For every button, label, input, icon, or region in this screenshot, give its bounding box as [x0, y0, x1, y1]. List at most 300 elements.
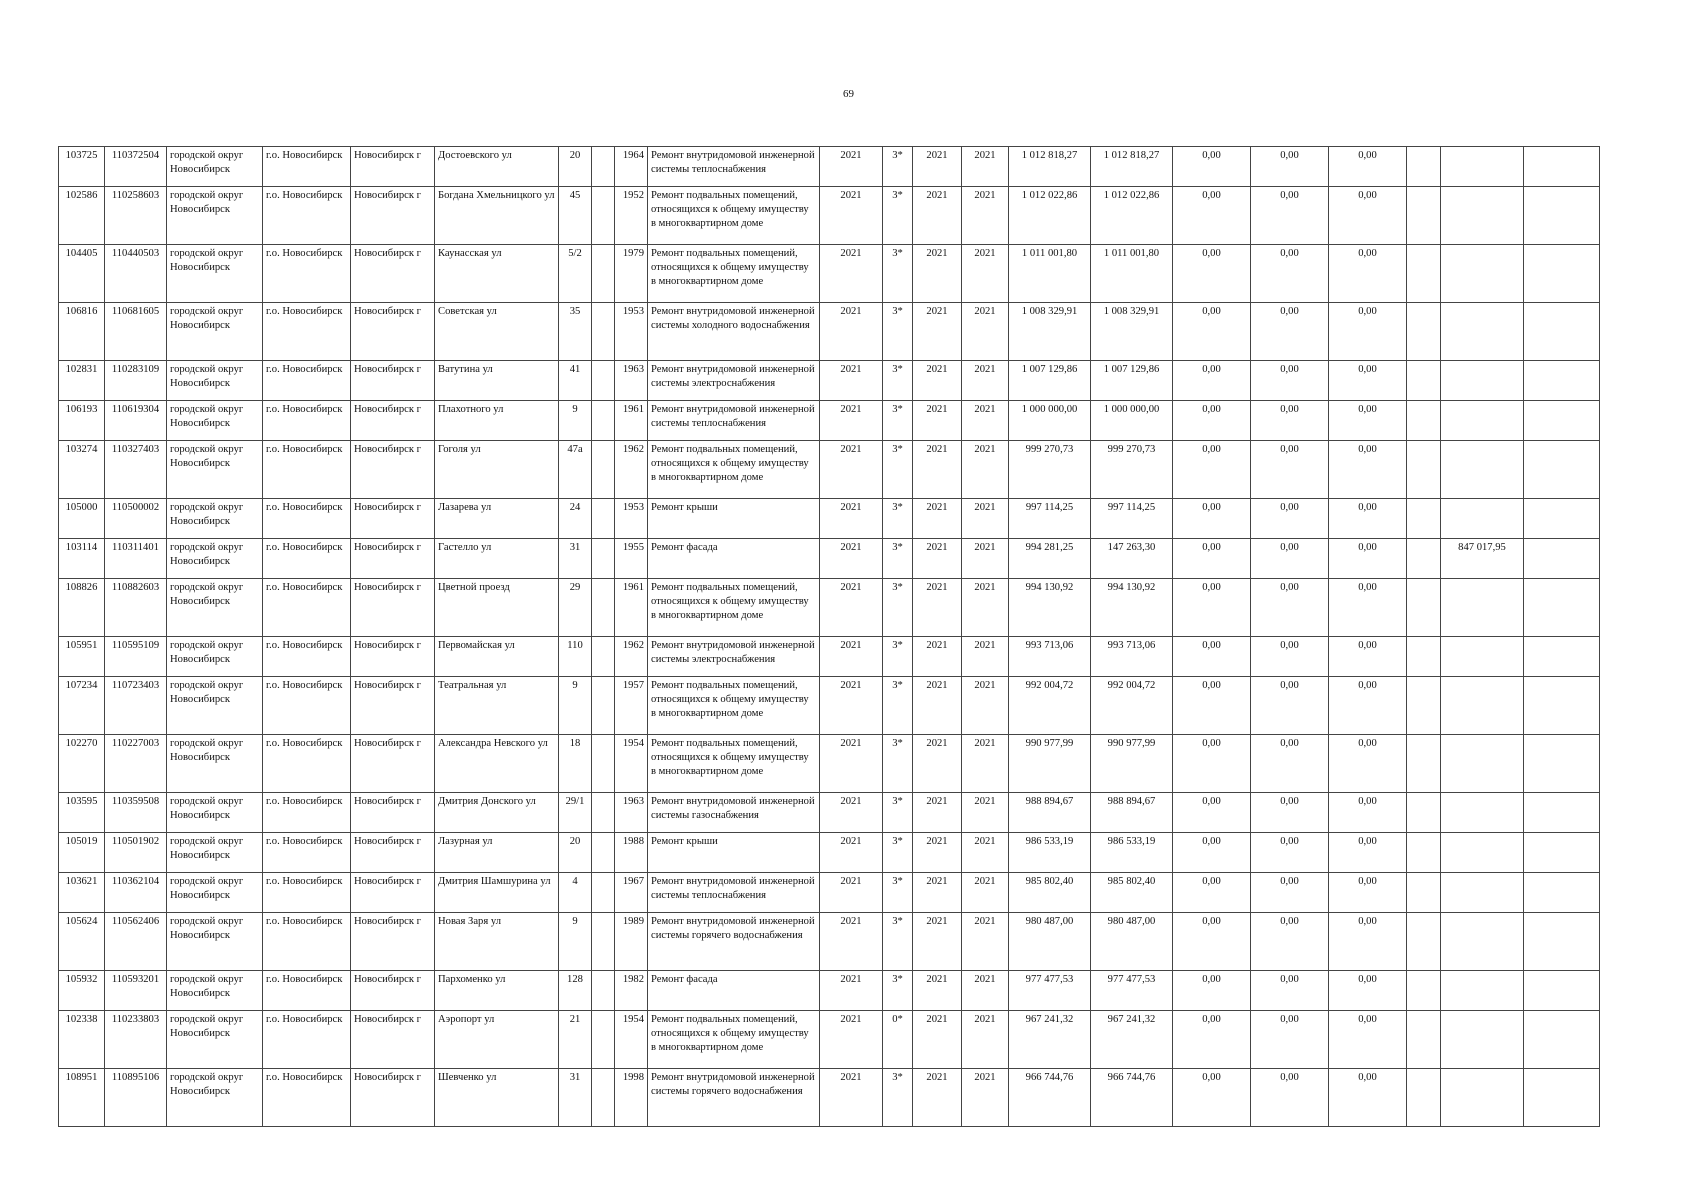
cell-extra-3 — [1524, 441, 1600, 499]
cell-district: городской округ Новосибирск — [167, 187, 263, 245]
cell-district: городской округ Новосибирск — [167, 637, 263, 677]
cell-fund-owners: 1 012 022,86 — [1091, 187, 1173, 245]
cell-fund-owners: 992 004,72 — [1091, 677, 1173, 735]
cell-fund-2: 0,00 — [1251, 735, 1329, 793]
cell-work: Ремонт подвальных помещений, относящихся к общему имуществу в многоквартирном доме — [648, 735, 820, 793]
cell-code: 110258603 — [105, 187, 167, 245]
cell-extra-2 — [1441, 303, 1524, 361]
cell-category: 3* — [883, 147, 913, 187]
cell-id: 102831 — [59, 361, 105, 401]
cell-category: 3* — [883, 245, 913, 303]
cell-fund-2: 0,00 — [1251, 441, 1329, 499]
cell-fund-3: 0,00 — [1329, 1011, 1407, 1069]
cell-year-built: 1962 — [615, 637, 648, 677]
cell-letter — [592, 971, 615, 1011]
cell-year-built: 1998 — [615, 1069, 648, 1127]
cell-city: Новосибирск г — [351, 833, 435, 873]
cell-start-year: 2021 — [913, 441, 962, 499]
cell-extra-2 — [1441, 441, 1524, 499]
cell-extra-2: 847 017,95 — [1441, 539, 1524, 579]
table-row — [59, 245, 1600, 303]
cell-code: 110372504 — [105, 147, 167, 187]
cell-category: 3* — [883, 913, 913, 971]
cell-year-built: 1982 — [615, 971, 648, 1011]
cell-code: 110362104 — [105, 873, 167, 913]
cell-end-year: 2021 — [962, 833, 1009, 873]
table-row — [59, 401, 1600, 441]
cell-fund-owners: 1 000 000,00 — [1091, 401, 1173, 441]
cell-fund-1: 0,00 — [1173, 1069, 1251, 1127]
cell-fund-3: 0,00 — [1329, 637, 1407, 677]
cell-code: 110227003 — [105, 735, 167, 793]
cell-id: 105624 — [59, 913, 105, 971]
cell-id: 103725 — [59, 147, 105, 187]
cell-fund-owners: 1 012 818,27 — [1091, 147, 1173, 187]
cell-plan-year: 2021 — [820, 361, 883, 401]
cell-id: 102586 — [59, 187, 105, 245]
cell-year-built: 1979 — [615, 245, 648, 303]
cell-year-built: 1954 — [615, 735, 648, 793]
cell-category: 3* — [883, 441, 913, 499]
cell-fund-1: 0,00 — [1173, 245, 1251, 303]
cell-end-year: 2021 — [962, 303, 1009, 361]
cell-year-built: 1967 — [615, 873, 648, 913]
cell-letter — [592, 579, 615, 637]
cell-end-year: 2021 — [962, 793, 1009, 833]
cell-district: городской округ Новосибирск — [167, 793, 263, 833]
cell-extra-3 — [1524, 361, 1600, 401]
cell-fund-2: 0,00 — [1251, 499, 1329, 539]
cell-city: Новосибирск г — [351, 303, 435, 361]
cell-extra-2 — [1441, 913, 1524, 971]
cell-category: 3* — [883, 873, 913, 913]
cell-city: Новосибирск г — [351, 1011, 435, 1069]
cell-city: Новосибирск г — [351, 441, 435, 499]
cell-year-built: 1963 — [615, 793, 648, 833]
cell-fund-2: 0,00 — [1251, 361, 1329, 401]
cell-fund-owners: 993 713,06 — [1091, 637, 1173, 677]
cell-year-built: 1953 — [615, 499, 648, 539]
cell-fund-owners: 977 477,53 — [1091, 971, 1173, 1011]
cell-district: городской округ Новосибирск — [167, 499, 263, 539]
cell-total: 988 894,67 — [1009, 793, 1091, 833]
cell-fund-1: 0,00 — [1173, 441, 1251, 499]
cell-start-year: 2021 — [913, 1069, 962, 1127]
cell-plan-year: 2021 — [820, 245, 883, 303]
cell-house: 128 — [559, 971, 592, 1011]
cell-end-year: 2021 — [962, 1069, 1009, 1127]
cell-plan-year: 2021 — [820, 677, 883, 735]
cell-house: 47а — [559, 441, 592, 499]
cell-city: Новосибирск г — [351, 873, 435, 913]
cell-city: Новосибирск г — [351, 245, 435, 303]
cell-total: 1 008 329,91 — [1009, 303, 1091, 361]
table-row — [59, 539, 1600, 579]
cell-house: 9 — [559, 913, 592, 971]
cell-street: Лазарева ул — [435, 499, 559, 539]
cell-municipality: г.о. Новосибирск — [263, 833, 351, 873]
cell-extra-3 — [1524, 913, 1600, 971]
cell-plan-year: 2021 — [820, 793, 883, 833]
cell-end-year: 2021 — [962, 579, 1009, 637]
cell-letter — [592, 401, 615, 441]
cell-district: городской округ Новосибирск — [167, 833, 263, 873]
cell-year-built: 1953 — [615, 303, 648, 361]
cell-extra-2 — [1441, 873, 1524, 913]
table-row — [59, 579, 1600, 637]
cell-fund-3: 0,00 — [1329, 303, 1407, 361]
cell-category: 3* — [883, 499, 913, 539]
cell-year-built: 1964 — [615, 147, 648, 187]
cell-extra-3 — [1524, 579, 1600, 637]
cell-street: Первомайская ул — [435, 637, 559, 677]
cell-start-year: 2021 — [913, 677, 962, 735]
cell-start-year: 2021 — [913, 147, 962, 187]
cell-extra-1 — [1407, 539, 1441, 579]
cell-fund-1: 0,00 — [1173, 971, 1251, 1011]
cell-total: 993 713,06 — [1009, 637, 1091, 677]
cell-municipality: г.о. Новосибирск — [263, 1069, 351, 1127]
cell-fund-1: 0,00 — [1173, 873, 1251, 913]
cell-street: Дмитрия Шамшурина ул — [435, 873, 559, 913]
cell-fund-owners: 988 894,67 — [1091, 793, 1173, 833]
cell-total: 997 114,25 — [1009, 499, 1091, 539]
cell-fund-1: 0,00 — [1173, 913, 1251, 971]
cell-id: 108951 — [59, 1069, 105, 1127]
cell-start-year: 2021 — [913, 499, 962, 539]
cell-municipality: г.о. Новосибирск — [263, 579, 351, 637]
cell-id: 102338 — [59, 1011, 105, 1069]
cell-end-year: 2021 — [962, 873, 1009, 913]
cell-work: Ремонт подвальных помещений, относящихся к общему имуществу в многоквартирном доме — [648, 441, 820, 499]
cell-fund-1: 0,00 — [1173, 579, 1251, 637]
cell-municipality: г.о. Новосибирск — [263, 361, 351, 401]
cell-district: городской округ Новосибирск — [167, 1011, 263, 1069]
cell-street: Пархоменко ул — [435, 971, 559, 1011]
cell-district: городской округ Новосибирск — [167, 677, 263, 735]
cell-category: 3* — [883, 637, 913, 677]
cell-city: Новосибирск г — [351, 793, 435, 833]
cell-category: 3* — [883, 735, 913, 793]
cell-fund-owners: 986 533,19 — [1091, 833, 1173, 873]
cell-work: Ремонт крыши — [648, 833, 820, 873]
cell-extra-2 — [1441, 187, 1524, 245]
table-row — [59, 1011, 1600, 1069]
table-body — [59, 147, 1600, 1127]
cell-plan-year: 2021 — [820, 441, 883, 499]
cell-total: 966 744,76 — [1009, 1069, 1091, 1127]
cell-fund-1: 0,00 — [1173, 401, 1251, 441]
cell-code: 110311401 — [105, 539, 167, 579]
cell-total: 1 011 001,80 — [1009, 245, 1091, 303]
cell-id: 103621 — [59, 873, 105, 913]
table-row — [59, 677, 1600, 735]
cell-end-year: 2021 — [962, 441, 1009, 499]
cell-fund-1: 0,00 — [1173, 147, 1251, 187]
cell-fund-owners: 147 263,30 — [1091, 539, 1173, 579]
cell-municipality: г.о. Новосибирск — [263, 499, 351, 539]
cell-extra-3 — [1524, 793, 1600, 833]
cell-total: 994 281,25 — [1009, 539, 1091, 579]
cell-city: Новосибирск г — [351, 361, 435, 401]
cell-total: 967 241,32 — [1009, 1011, 1091, 1069]
cell-year-built: 1954 — [615, 1011, 648, 1069]
cell-fund-3: 0,00 — [1329, 187, 1407, 245]
cell-letter — [592, 637, 615, 677]
cell-code: 110882603 — [105, 579, 167, 637]
cell-street: Гастелло ул — [435, 539, 559, 579]
cell-house: 110 — [559, 637, 592, 677]
cell-municipality: г.о. Новосибирск — [263, 401, 351, 441]
cell-fund-3: 0,00 — [1329, 735, 1407, 793]
cell-category: 3* — [883, 187, 913, 245]
cell-fund-2: 0,00 — [1251, 303, 1329, 361]
cell-letter — [592, 873, 615, 913]
cell-extra-1 — [1407, 401, 1441, 441]
cell-district: городской округ Новосибирск — [167, 579, 263, 637]
cell-house: 45 — [559, 187, 592, 245]
cell-house: 4 — [559, 873, 592, 913]
cell-extra-1 — [1407, 971, 1441, 1011]
cell-city: Новосибирск г — [351, 579, 435, 637]
cell-street: Александра Невского ул — [435, 735, 559, 793]
cell-code: 110595109 — [105, 637, 167, 677]
cell-work: Ремонт внутридомовой инженерной системы горячего водоснабжения — [648, 1069, 820, 1127]
cell-extra-1 — [1407, 677, 1441, 735]
cell-street: Гоголя ул — [435, 441, 559, 499]
cell-end-year: 2021 — [962, 637, 1009, 677]
cell-house: 9 — [559, 677, 592, 735]
cell-fund-owners: 990 977,99 — [1091, 735, 1173, 793]
cell-district: городской округ Новосибирск — [167, 971, 263, 1011]
cell-municipality: г.о. Новосибирск — [263, 913, 351, 971]
cell-street: Советская ул — [435, 303, 559, 361]
cell-extra-2 — [1441, 833, 1524, 873]
cell-category: 3* — [883, 971, 913, 1011]
cell-work: Ремонт подвальных помещений, относящихся к общему имуществу в многоквартирном доме — [648, 245, 820, 303]
cell-extra-3 — [1524, 1011, 1600, 1069]
cell-city: Новосибирск г — [351, 1069, 435, 1127]
cell-district: городской округ Новосибирск — [167, 539, 263, 579]
cell-fund-owners: 994 130,92 — [1091, 579, 1173, 637]
table-row — [59, 499, 1600, 539]
cell-municipality: г.о. Новосибирск — [263, 793, 351, 833]
cell-extra-3 — [1524, 147, 1600, 187]
cell-letter — [592, 539, 615, 579]
cell-id: 108826 — [59, 579, 105, 637]
cell-street: Шевченко ул — [435, 1069, 559, 1127]
cell-fund-2: 0,00 — [1251, 677, 1329, 735]
cell-fund-owners: 967 241,32 — [1091, 1011, 1173, 1069]
cell-extra-1 — [1407, 735, 1441, 793]
cell-total: 1 000 000,00 — [1009, 401, 1091, 441]
cell-id: 106816 — [59, 303, 105, 361]
cell-total: 990 977,99 — [1009, 735, 1091, 793]
cell-street: Дмитрия Донского ул — [435, 793, 559, 833]
cell-year-built: 1957 — [615, 677, 648, 735]
cell-fund-1: 0,00 — [1173, 833, 1251, 873]
cell-start-year: 2021 — [913, 187, 962, 245]
cell-plan-year: 2021 — [820, 147, 883, 187]
cell-fund-3: 0,00 — [1329, 147, 1407, 187]
cell-start-year: 2021 — [913, 833, 962, 873]
cell-district: городской округ Новосибирск — [167, 361, 263, 401]
cell-fund-owners: 1 007 129,86 — [1091, 361, 1173, 401]
cell-extra-3 — [1524, 677, 1600, 735]
cell-extra-1 — [1407, 913, 1441, 971]
cell-plan-year: 2021 — [820, 401, 883, 441]
cell-district: городской округ Новосибирск — [167, 1069, 263, 1127]
cell-total: 1 007 129,86 — [1009, 361, 1091, 401]
cell-start-year: 2021 — [913, 361, 962, 401]
cell-total: 994 130,92 — [1009, 579, 1091, 637]
cell-extra-3 — [1524, 735, 1600, 793]
cell-extra-3 — [1524, 303, 1600, 361]
cell-start-year: 2021 — [913, 735, 962, 793]
cell-fund-2: 0,00 — [1251, 147, 1329, 187]
cell-end-year: 2021 — [962, 971, 1009, 1011]
cell-fund-2: 0,00 — [1251, 187, 1329, 245]
cell-fund-owners: 1 008 329,91 — [1091, 303, 1173, 361]
cell-extra-1 — [1407, 1069, 1441, 1127]
cell-category: 3* — [883, 579, 913, 637]
cell-fund-3: 0,00 — [1329, 971, 1407, 1011]
cell-house: 31 — [559, 1069, 592, 1127]
cell-municipality: г.о. Новосибирск — [263, 873, 351, 913]
cell-letter — [592, 1069, 615, 1127]
cell-start-year: 2021 — [913, 303, 962, 361]
cell-house: 29 — [559, 579, 592, 637]
cell-extra-3 — [1524, 187, 1600, 245]
cell-letter — [592, 245, 615, 303]
cell-city: Новосибирск г — [351, 147, 435, 187]
cell-street: Цветной проезд — [435, 579, 559, 637]
cell-fund-1: 0,00 — [1173, 677, 1251, 735]
table-row — [59, 637, 1600, 677]
cell-fund-owners: 999 270,73 — [1091, 441, 1173, 499]
cell-district: городской округ Новосибирск — [167, 401, 263, 441]
cell-extra-2 — [1441, 677, 1524, 735]
cell-id: 103595 — [59, 793, 105, 833]
cell-work: Ремонт крыши — [648, 499, 820, 539]
cell-house: 5/2 — [559, 245, 592, 303]
cell-id: 105951 — [59, 637, 105, 677]
cell-municipality: г.о. Новосибирск — [263, 245, 351, 303]
cell-fund-owners: 985 802,40 — [1091, 873, 1173, 913]
cell-letter — [592, 187, 615, 245]
cell-plan-year: 2021 — [820, 579, 883, 637]
cell-letter — [592, 735, 615, 793]
cell-extra-3 — [1524, 401, 1600, 441]
cell-start-year: 2021 — [913, 793, 962, 833]
cell-code: 110233803 — [105, 1011, 167, 1069]
cell-extra-1 — [1407, 361, 1441, 401]
cell-year-built: 1952 — [615, 187, 648, 245]
cell-extra-3 — [1524, 833, 1600, 873]
cell-end-year: 2021 — [962, 913, 1009, 971]
cell-fund-1: 0,00 — [1173, 187, 1251, 245]
cell-plan-year: 2021 — [820, 873, 883, 913]
cell-total: 1 012 818,27 — [1009, 147, 1091, 187]
cell-work: Ремонт внутридомовой инженерной системы теплоснабжения — [648, 873, 820, 913]
capital-repair-table — [58, 146, 1600, 1127]
cell-start-year: 2021 — [913, 637, 962, 677]
cell-end-year: 2021 — [962, 539, 1009, 579]
cell-end-year: 2021 — [962, 147, 1009, 187]
cell-district: городской округ Новосибирск — [167, 735, 263, 793]
cell-city: Новосибирск г — [351, 637, 435, 677]
cell-id: 106193 — [59, 401, 105, 441]
cell-letter — [592, 913, 615, 971]
cell-extra-1 — [1407, 793, 1441, 833]
cell-extra-1 — [1407, 187, 1441, 245]
cell-fund-owners: 1 011 001,80 — [1091, 245, 1173, 303]
cell-plan-year: 2021 — [820, 539, 883, 579]
cell-letter — [592, 677, 615, 735]
cell-start-year: 2021 — [913, 539, 962, 579]
cell-extra-2 — [1441, 735, 1524, 793]
cell-municipality: г.о. Новосибирск — [263, 735, 351, 793]
cell-extra-1 — [1407, 303, 1441, 361]
cell-house: 9 — [559, 401, 592, 441]
cell-id: 105019 — [59, 833, 105, 873]
cell-municipality: г.о. Новосибирск — [263, 677, 351, 735]
cell-end-year: 2021 — [962, 361, 1009, 401]
cell-fund-2: 0,00 — [1251, 1011, 1329, 1069]
cell-extra-2 — [1441, 637, 1524, 677]
cell-category: 3* — [883, 1069, 913, 1127]
cell-municipality: г.о. Новосибирск — [263, 539, 351, 579]
cell-fund-2: 0,00 — [1251, 245, 1329, 303]
cell-municipality: г.о. Новосибирск — [263, 637, 351, 677]
cell-extra-1 — [1407, 147, 1441, 187]
cell-extra-3 — [1524, 245, 1600, 303]
cell-fund-3: 0,00 — [1329, 833, 1407, 873]
cell-end-year: 2021 — [962, 499, 1009, 539]
cell-code: 110681605 — [105, 303, 167, 361]
cell-end-year: 2021 — [962, 677, 1009, 735]
cell-start-year: 2021 — [913, 971, 962, 1011]
cell-fund-3: 0,00 — [1329, 913, 1407, 971]
cell-house: 21 — [559, 1011, 592, 1069]
cell-code: 110327403 — [105, 441, 167, 499]
cell-letter — [592, 361, 615, 401]
cell-fund-1: 0,00 — [1173, 793, 1251, 833]
cell-street: Достоевского ул — [435, 147, 559, 187]
cell-total: 977 477,53 — [1009, 971, 1091, 1011]
cell-year-built: 1962 — [615, 441, 648, 499]
cell-street: Лазурная ул — [435, 833, 559, 873]
table-row — [59, 735, 1600, 793]
cell-fund-3: 0,00 — [1329, 793, 1407, 833]
cell-city: Новосибирск г — [351, 401, 435, 441]
cell-work: Ремонт фасада — [648, 971, 820, 1011]
cell-street: Каунасская ул — [435, 245, 559, 303]
cell-code: 110359508 — [105, 793, 167, 833]
cell-street: Ватутина ул — [435, 361, 559, 401]
cell-letter — [592, 1011, 615, 1069]
cell-fund-3: 0,00 — [1329, 873, 1407, 913]
cell-code: 110500002 — [105, 499, 167, 539]
cell-category: 3* — [883, 361, 913, 401]
cell-plan-year: 2021 — [820, 971, 883, 1011]
cell-city: Новосибирск г — [351, 971, 435, 1011]
cell-extra-2 — [1441, 971, 1524, 1011]
cell-extra-2 — [1441, 1011, 1524, 1069]
table-row — [59, 913, 1600, 971]
cell-street: Новая Заря ул — [435, 913, 559, 971]
cell-extra-2 — [1441, 499, 1524, 539]
